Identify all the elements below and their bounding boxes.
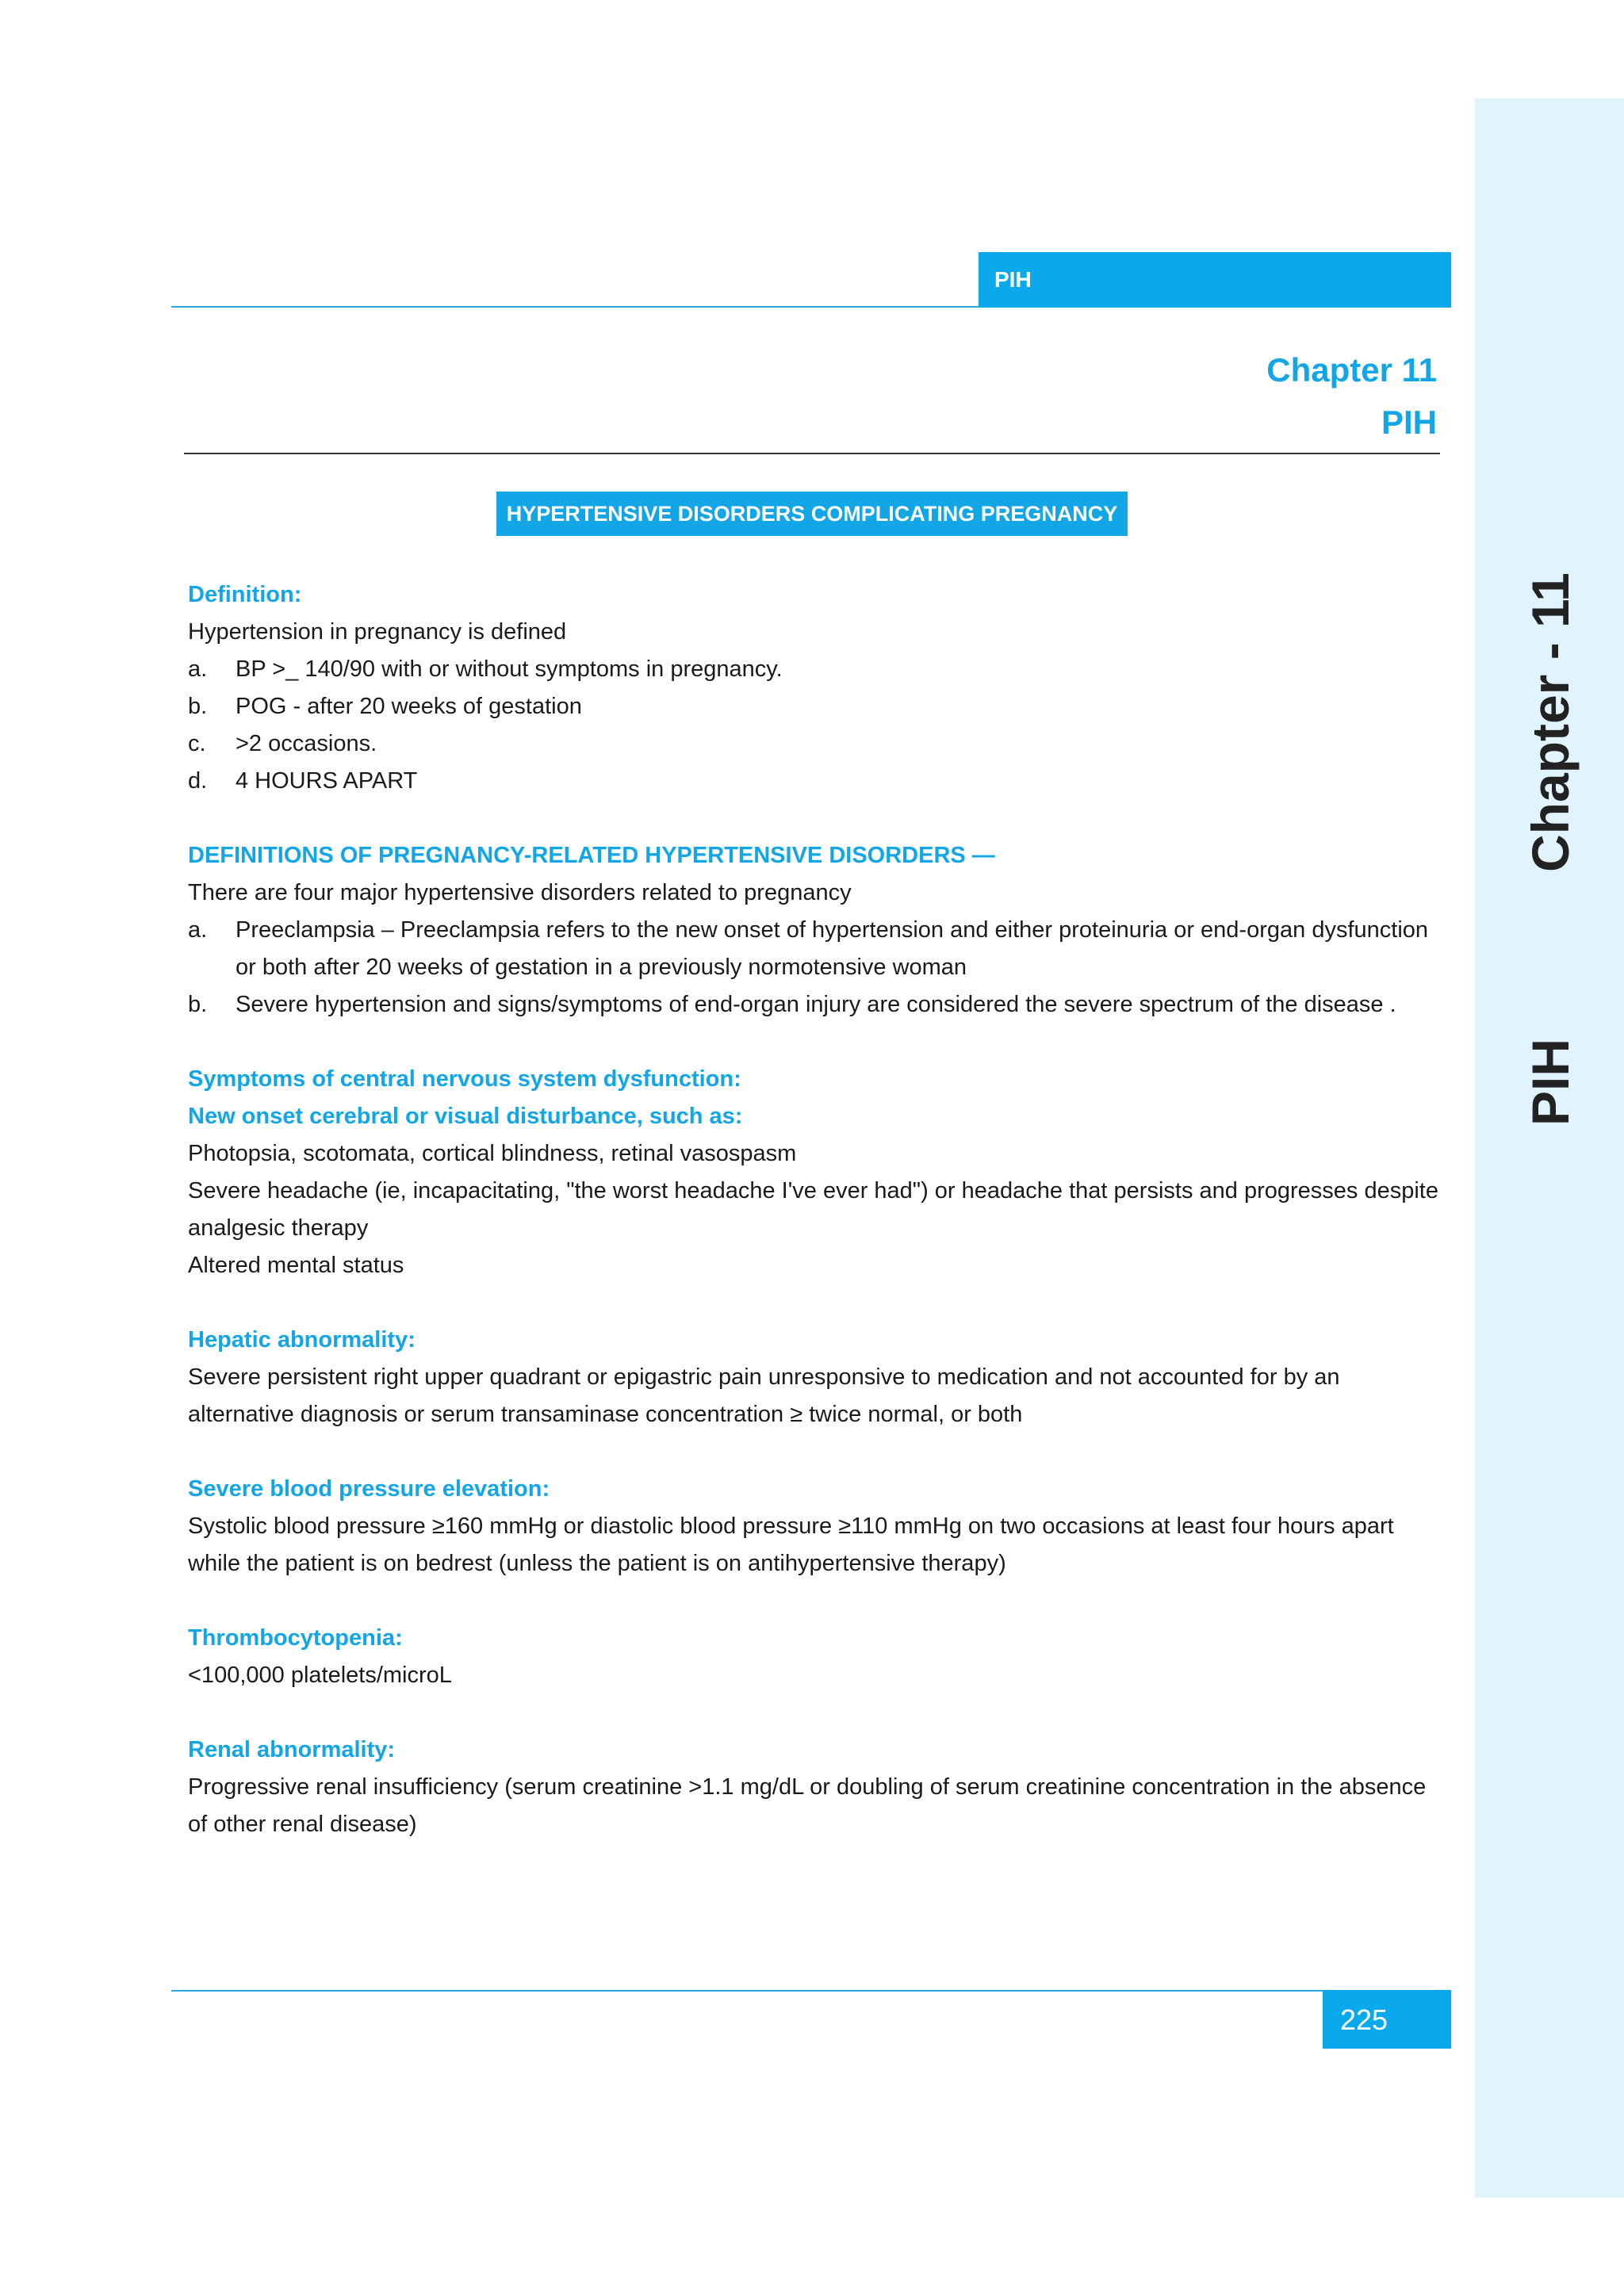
list-text: 4 HOURS APART xyxy=(236,768,418,794)
list-item xyxy=(188,725,1441,763)
footer-rule xyxy=(171,1990,1450,1992)
definition-heading: Definition: xyxy=(188,582,302,607)
side-topic-label: PIH xyxy=(1521,1038,1580,1126)
list-marker: b. xyxy=(188,694,208,719)
list-item xyxy=(188,651,1441,688)
chapter-title: PIH xyxy=(1381,404,1437,441)
list-item xyxy=(188,688,1441,725)
title-divider xyxy=(184,453,1440,454)
page-body xyxy=(188,576,1441,1843)
cns-line: Altered mental status xyxy=(188,1253,404,1278)
running-header: PIH xyxy=(979,252,1451,308)
page-number: 225 xyxy=(1323,1990,1451,2049)
list-text: >2 occasions. xyxy=(236,731,377,756)
list-text: BP >_ 140/90 with or without symptoms in pregnancy. xyxy=(236,656,783,682)
list-marker: b. xyxy=(188,992,208,1017)
disorders-heading: DEFINITIONS OF PREGNANCY-RELATED HYPERTENSIVE DISORDERS — xyxy=(188,843,995,868)
hepatic-heading: Hepatic abnormality: xyxy=(188,1327,416,1353)
thrombocytopenia-heading: Thrombocytopenia: xyxy=(188,1625,403,1651)
side-tab-labels xyxy=(1515,572,1586,1126)
cns-subheading: New onset cerebral or visual disturbance, such as: xyxy=(188,1104,743,1129)
disorders-intro: There are four major hypertensive disorders related to pregnancy xyxy=(188,880,852,905)
renal-text: Progressive renal insufficiency (serum creatinine >1.1 mg/dL or doubling of serum creatinine concentration in the absence of other renal disease) xyxy=(188,1774,1427,1837)
list-marker: c. xyxy=(188,731,206,756)
list-text: POG - after 20 weeks of gestation xyxy=(236,694,582,719)
list-item xyxy=(188,912,1441,986)
side-chapter-label: Chapter - 11 xyxy=(1521,572,1580,872)
renal-heading: Renal abnormality: xyxy=(188,1737,396,1762)
thrombocytopenia-text: <100,000 platelets/microL xyxy=(188,1663,452,1688)
section-banner: HYPERTENSIVE DISORDERS COMPLICATING PREGNANCY xyxy=(496,492,1128,536)
cns-heading: Symptoms of central nervous system dysfunction: xyxy=(188,1066,741,1092)
cns-line: Photopsia, scotomata, cortical blindness, retinal vasospasm xyxy=(188,1141,797,1166)
list-item xyxy=(188,986,1441,1024)
chapter-number: Chapter 11 xyxy=(1266,351,1437,388)
list-marker: a. xyxy=(188,656,208,682)
bp-heading: Severe blood pressure elevation: xyxy=(188,1476,550,1502)
chapter-heading xyxy=(1266,344,1437,449)
list-marker: d. xyxy=(188,768,208,794)
cns-line: Severe headache (ie, incapacitating, "the worst headache I've ever had") or headache that persists and progresses despite analgesic therapy xyxy=(188,1178,1438,1241)
list-marker: a. xyxy=(188,917,208,943)
list-item xyxy=(188,763,1441,800)
list-text: Preeclampsia – Preeclampsia refers to the new onset of hypertension and either proteinuria or end-organ dysfunction or both after 20 weeks of gestation in a previously normotensive woman xyxy=(236,917,1429,980)
list-text: Severe hypertension and signs/symptoms of end-organ injury are considered the severe spectrum of the disease . xyxy=(236,992,1396,1017)
bp-text: Systolic blood pressure ≥160 mmHg or diastolic blood pressure ≥110 mmHg on two occasions at least four hours apart while the patient is on bedrest (unless the patient is on antihypertensive therapy) xyxy=(188,1513,1394,1576)
hepatic-text: Severe persistent right upper quadrant or epigastric pain unresponsive to medication and not accounted for by an alternative diagnosis or serum transaminase concentration ≥ twice normal, or both xyxy=(188,1364,1340,1427)
header-rule xyxy=(171,306,980,308)
definition-intro: Hypertension in pregnancy is defined xyxy=(188,619,567,645)
